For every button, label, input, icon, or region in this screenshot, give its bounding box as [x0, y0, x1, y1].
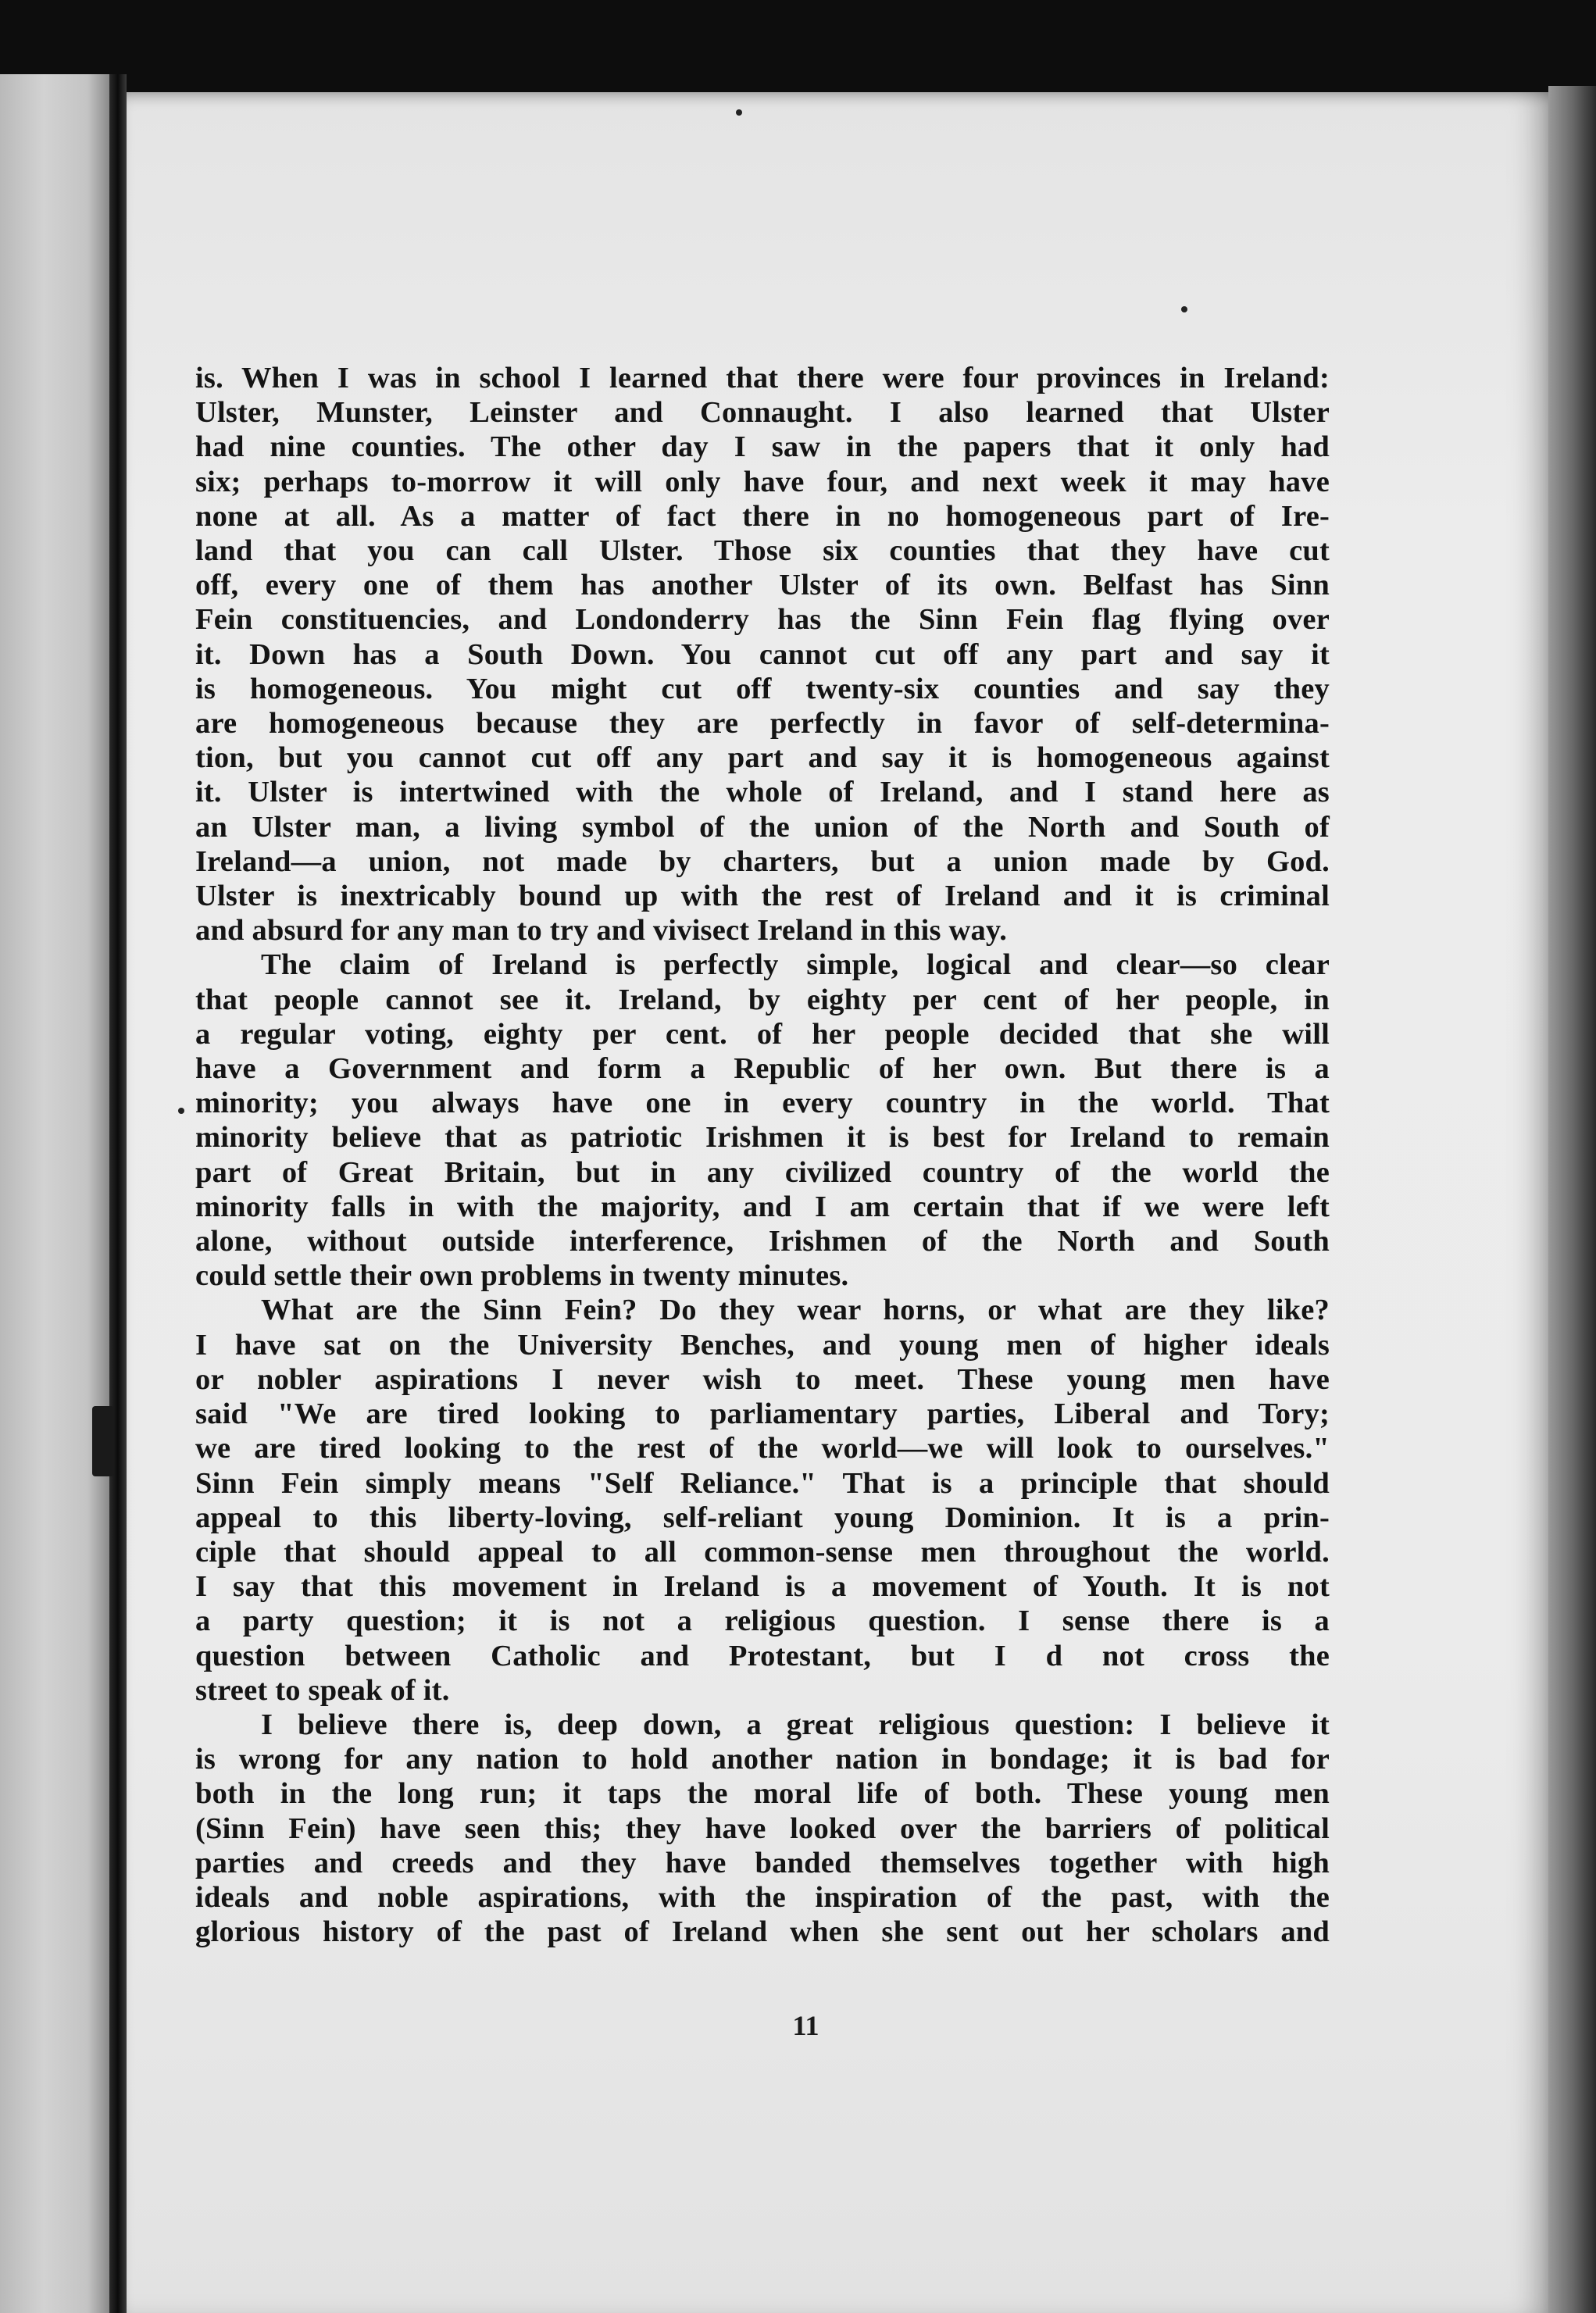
text-line: I say that this movement in Ireland is a movement of Youth. It is not [195, 1570, 1330, 1604]
body-text [195, 361, 1330, 1949]
text-line: have a Government and form a Republic of her own. But there is a [195, 1052, 1330, 1086]
text-line: six; perhaps to-morrow it will only have four, and next week it may have [195, 465, 1330, 498]
text-line: The claim of Ireland is perfectly simple, logical and clear—so clear [261, 948, 1330, 982]
text-line: part of Great Britain, but in any civilized country of the world the [195, 1155, 1330, 1189]
text-line: minority; you always have one in every country in the world. That [195, 1087, 1330, 1120]
text-line: it. Ulster is intertwined with the whole of Ireland, and I stand here as [195, 776, 1330, 809]
text-line: we are tired looking to the rest of the world—we will look to ourselves." [195, 1432, 1330, 1465]
text-line: Fein constituencies, and Londonderry has the Sinn Fein flag flying over [195, 603, 1330, 637]
text-line: is wrong for any nation to hold another nation in bondage; it is bad for [195, 1743, 1330, 1776]
text-line: a regular voting, eighty per cent. of her people decided that she will [195, 1017, 1330, 1051]
text-line: ciple that should appeal to all common-sense men throughout the world. [195, 1535, 1330, 1569]
text-line: that people cannot see it. Ireland, by eighty per cent of her people, in [195, 983, 1330, 1016]
text-line: I have sat on the University Benches, and young men of higher ideals [195, 1328, 1330, 1362]
text-line: Ulster, Munster, Leinster and Connaught. I also learned that Ulster [195, 396, 1330, 430]
text-line: Ireland—a union, not made by charters, but a union made by God. [195, 844, 1330, 878]
text-line: street to speak of it. [195, 1673, 450, 1707]
text-line: a party question; it is not a religious question. I sense there is a [195, 1604, 1330, 1638]
text-line: it. Down has a South Down. You cannot cut off any part and say it [195, 637, 1330, 671]
text-line: both in the long run; it taps the moral life of both. These young men [195, 1777, 1330, 1811]
text-line: appeal to this liberty-loving, self-reliant young Dominion. It is a prin- [195, 1501, 1330, 1534]
binding-clip-mark [92, 1406, 114, 1476]
page-number: 11 [792, 2010, 819, 2041]
text-line: off, every one of them has another Ulster of its own. Belfast has Sinn [195, 569, 1330, 602]
text-line: I believe there is, deep down, a great religious question: I believe it [261, 1708, 1330, 1741]
text-line: alone, without outside interference, Irishmen of the North and South [195, 1225, 1330, 1258]
text-line: and absurd for any man to try and vivisect Ireland in this way. [195, 914, 1008, 948]
text-line: are homogeneous because they are perfectly in favor of self-determina- [195, 707, 1330, 741]
text-line: none at all. As a matter of fact there in no homogeneous part of Ire- [195, 499, 1330, 533]
speck-mark [178, 1108, 184, 1114]
text-line: Ulster is inextricably bound up with the rest of Ireland and it is criminal [195, 880, 1330, 913]
text-line: said "We are tired looking to parliamentary parties, Liberal and Tory; [195, 1397, 1330, 1431]
text-line: parties and creeds and they have banded themselves together with high [195, 1846, 1330, 1879]
text-line: Sinn Fein simply means "Self Reliance." That is a principle that should [195, 1466, 1330, 1500]
text-line: minority falls in with the majority, and I am certain that if we were left [195, 1190, 1330, 1223]
text-line: tion, but you cannot cut off any part and say it is homogeneous against [195, 741, 1330, 775]
text-line: ideals and noble aspirations, with the inspiration of the past, with the [195, 1880, 1330, 1914]
text-line: glorious history of the past of Ireland when she sent out her scholars and [195, 1915, 1330, 1949]
text-line: is. When I was in school I learned that there were four provinces in Ireland: [195, 362, 1330, 394]
text-line: (Sinn Fein) have seen this; they have looked over the barriers of political [195, 1811, 1330, 1845]
text-line: had nine counties. The other day I saw in the papers that it only had [195, 430, 1330, 464]
text-line: question between Catholic and Protestant, but I d not cross the [195, 1639, 1330, 1672]
text-line: is homogeneous. You might cut off twenty-six counties and say they [195, 672, 1330, 705]
speck-mark [1181, 306, 1187, 312]
text-line: or nobler aspirations I never wish to meet. These young men have [195, 1362, 1330, 1396]
text-line: an Ulster man, a living symbol of the union of the North and South of [195, 810, 1330, 844]
text-line: What are the Sinn Fein? Do they wear horns, or what are they like? [261, 1294, 1330, 1327]
text-line: land that you can call Ulster. Those six counties that they have cut [195, 534, 1330, 568]
binding-gutter [109, 74, 127, 2313]
page-right-edge [1548, 86, 1596, 2313]
text-line: minority believe that as patriotic Irishmen it is best for Ireland to remain [195, 1121, 1330, 1155]
text-line: could settle their own problems in twenty minutes. [195, 1259, 849, 1293]
speck-mark [736, 109, 742, 116]
previous-page-edge [0, 74, 109, 2313]
